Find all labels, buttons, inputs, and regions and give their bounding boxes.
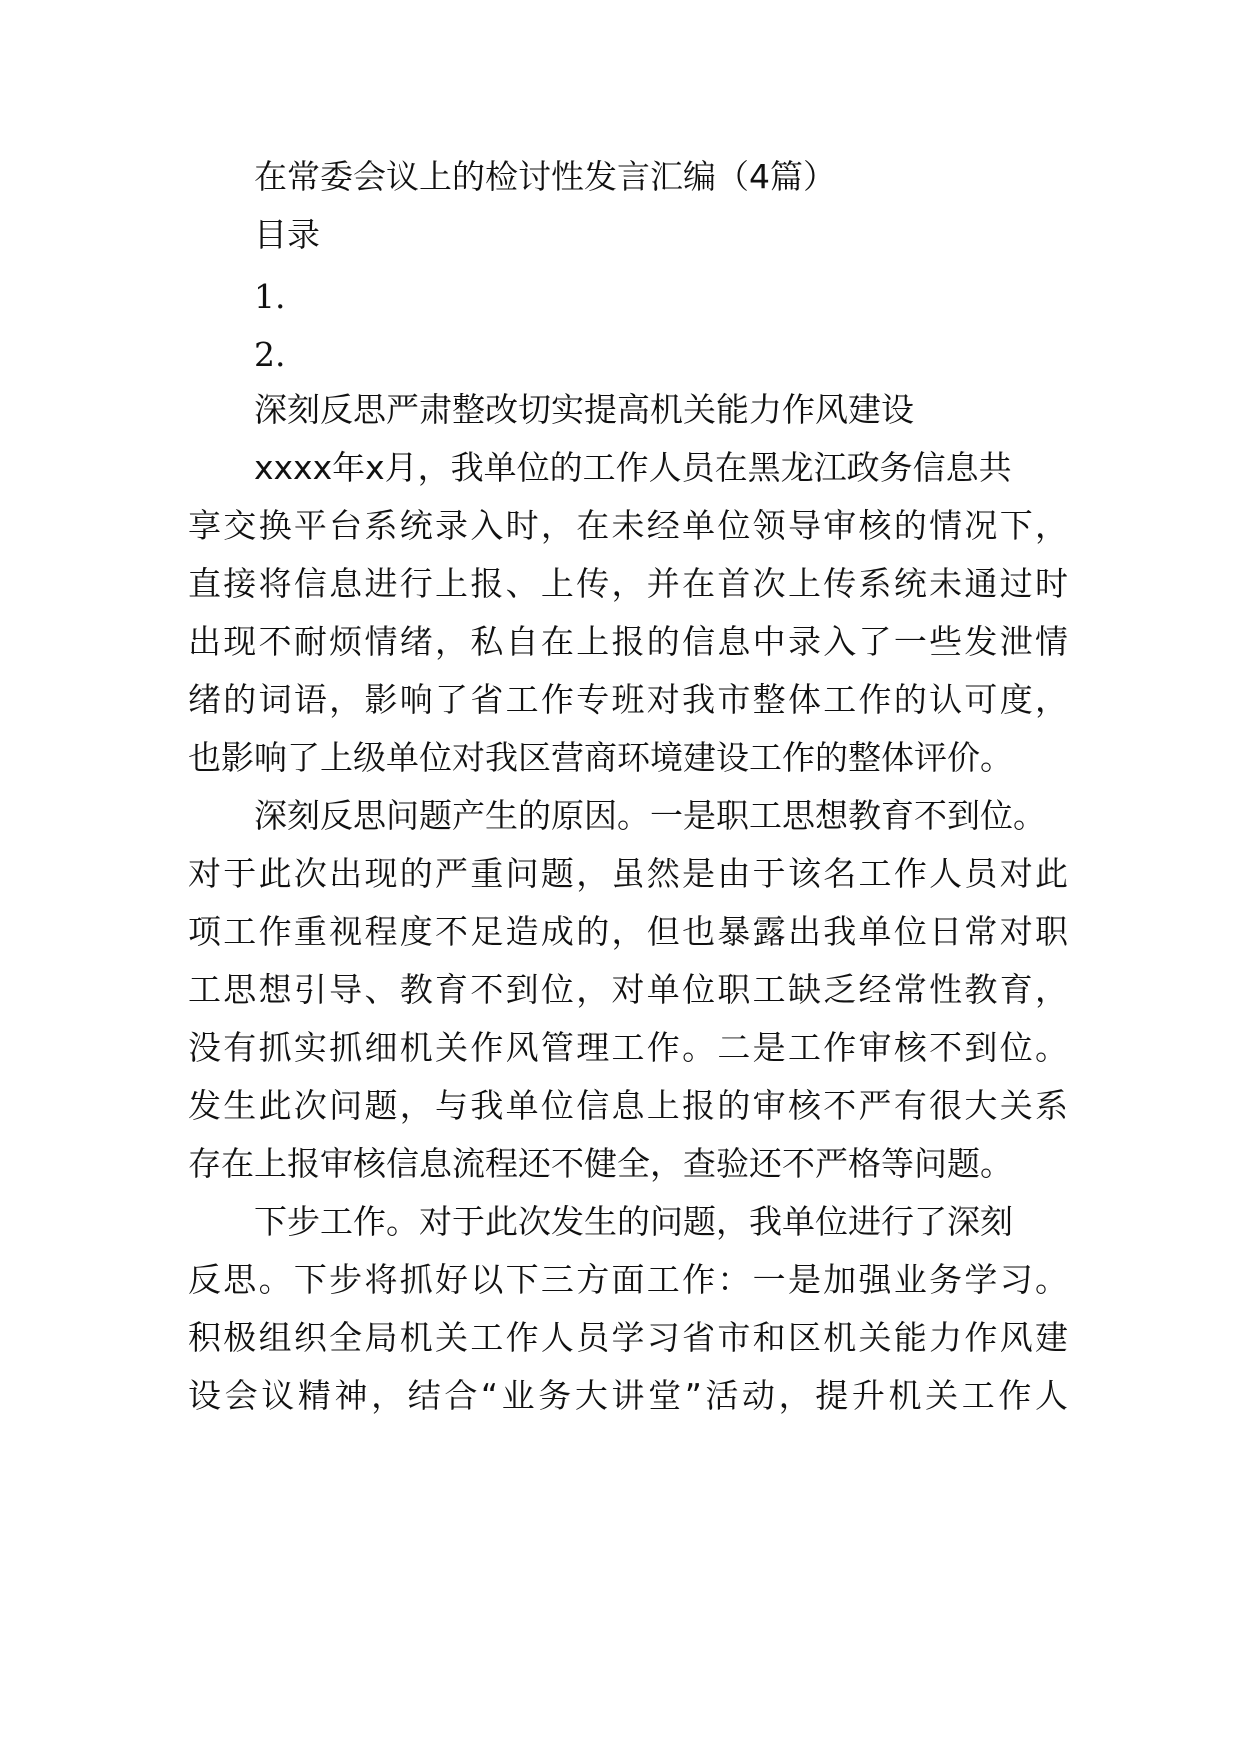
paragraph-line: 积极组织全局机关工作人员学习省市和区机关能力作风建: [188, 1318, 1068, 1357]
paragraph-line: 项工作重视程度不足造成的，但也暴露出我单位日常对职: [188, 912, 1068, 951]
paragraph-line: 下步工作。对于此次发生的问题，我单位进行了深刻: [254, 1202, 1013, 1241]
paragraph-line: 深刻反思问题产生的原因。一是职工思想教育不到位。: [254, 796, 1046, 835]
paragraph-line: 直接将信息进行上报、上传，并在首次上传系统未通过时: [188, 564, 1068, 603]
paragraph-line: 没有抓实抓细机关作风管理工作。二是工作审核不到位。: [188, 1028, 1068, 1067]
paragraph-line: 也影响了上级单位对我区营商环境建设工作的整体评价。: [188, 738, 1013, 777]
toc-item-1: 1.: [254, 277, 286, 316]
paragraph-line: 反思。下步将抓好以下三方面工作：一是加强业务学习。: [188, 1260, 1068, 1299]
paragraph-line: 工思想引导、教育不到位，对单位职工缺乏经常性教育，: [188, 970, 1068, 1009]
section-title: 深刻反思严肃整改切实提高机关能力作风建设: [254, 390, 914, 429]
paragraph-line: xxxx年x月，我单位的工作人员在黑龙江政务信息共: [254, 448, 1012, 487]
paragraph-line: 存在上报审核信息流程还不健全，查验还不严格等问题。: [188, 1144, 1013, 1183]
paragraph-line: 出现不耐烦情绪，私自在上报的信息中录入了一些发泄情: [188, 622, 1068, 661]
paragraph-line: 发生此次问题，与我单位信息上报的审核不严有很大关系: [188, 1086, 1068, 1125]
paragraph-line: 绪的词语，影响了省工作专班对我市整体工作的认可度，: [188, 680, 1068, 719]
paragraph-line: 对于此次出现的严重问题，虽然是由于该名工作人员对此: [188, 854, 1068, 893]
toc-item-2: 2.: [254, 335, 286, 374]
paragraph-line: 设会议精神，结合“业务大讲堂”活动，提升机关工作人: [188, 1376, 1068, 1415]
document-title: 在常委会议上的检讨性发言汇编（4篇）: [254, 157, 836, 196]
toc-heading: 目录: [254, 215, 320, 254]
paragraph-line: 享交换平台系统录入时，在未经单位领导审核的情况下，: [188, 506, 1068, 545]
